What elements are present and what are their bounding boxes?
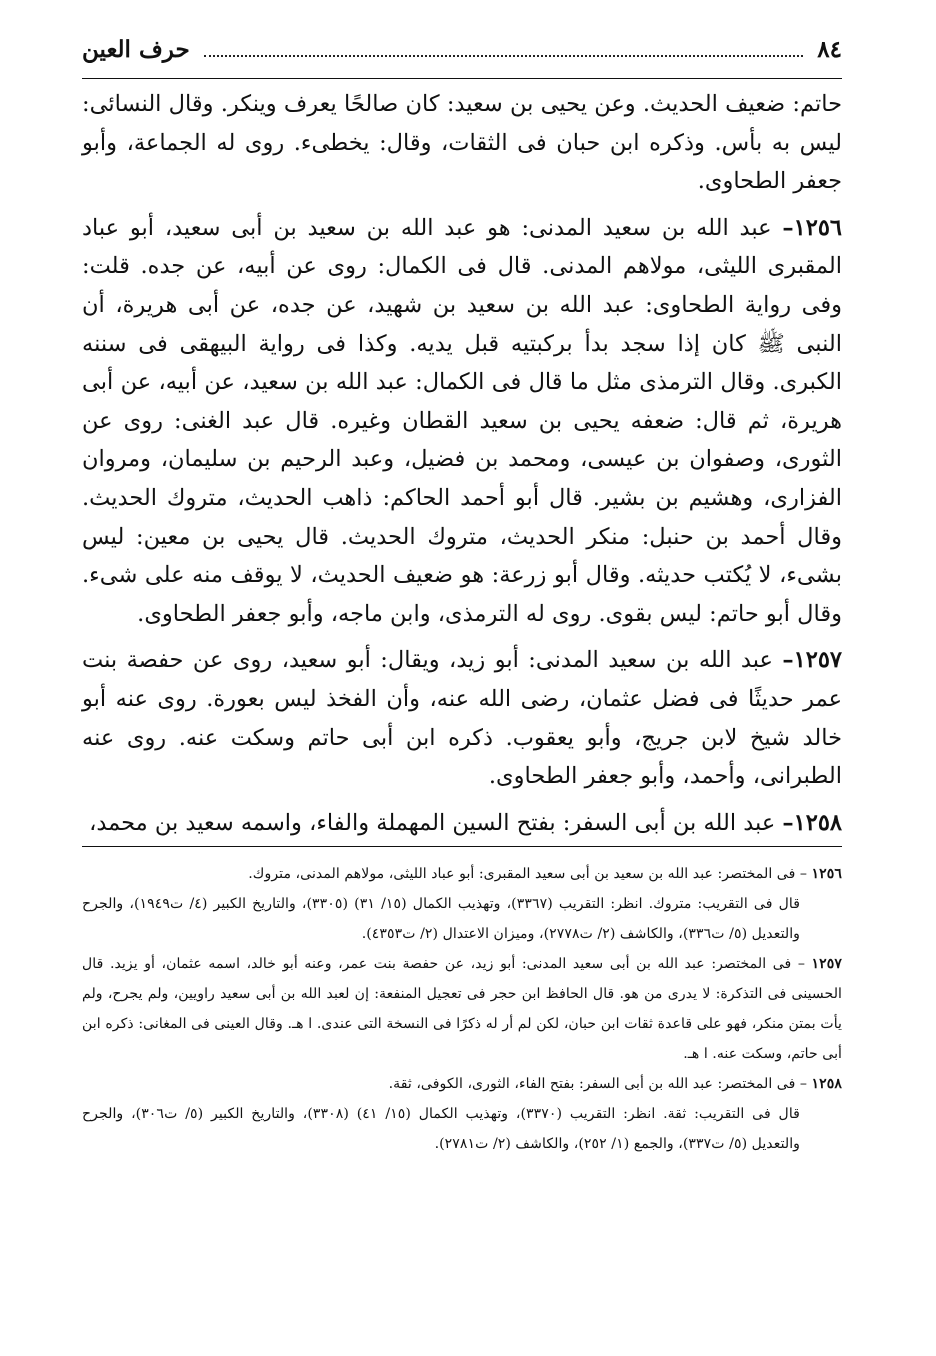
footnote-line	[82, 1069, 842, 1099]
main-text	[82, 85, 842, 847]
footnote-line	[82, 859, 842, 889]
entry-number: ١٢٥٧–	[782, 647, 842, 674]
running-header	[82, 36, 842, 79]
page-number: ٨٤	[817, 36, 842, 63]
entry-1257	[82, 641, 842, 795]
footnote-1256	[82, 859, 842, 949]
footnote-text: قال فى التقريب: متروك. انظر: التقريب (٣٣٦٧)، وتهذيب الكمال (١٥/ ٣١) (٣٣٠٥)، والتاريخ الكبير (٤/ ت١٩٤٩)، والجرح والتعديل (٥/ ت٣٣٦)، والكاشف (٢/ ت٢٧٧٨)، وميزان الاعتدال (٢/ ت٤٣٥٣).	[82, 896, 801, 943]
entry-text: عبد الله بن سعيد المدنى: أبو زيد، ويقال: أبو سعيد، روى عن حفصة بنت عمر حديثًا فى فضل عثمان، رضى الله عنه، وأن الفخذ ليس بعورة. روى عنه أبو خالد شيخ لابن جريج، وأبو يعقوب. ذكره ابن أبى حاتم وسكت عنه. روى عنه الطبرانى، وأحمد، وأبو جعفر الطحاوى.	[82, 647, 842, 790]
header-dot-leader	[204, 45, 804, 57]
entry-1258	[82, 804, 842, 848]
footnote-number: ١٢٥٧	[811, 956, 842, 973]
entry-number: ١٢٥٦–	[782, 214, 842, 241]
footnote-line	[82, 949, 842, 1069]
paragraph-text: حاتم: ضعيف الحديث. وعن يحيى بن سعيد: كان صالحًا يعرف وينكر. وقال النسائى: ليس به بأس. وذكره ابن حبان فى الثقات، وقال: يخطىء. روى له الجماعة، وأبو جعفر الطحاوى.	[82, 91, 842, 195]
footnote-1258	[82, 1069, 842, 1159]
entry-number: ١٢٥٨–	[782, 809, 842, 836]
entry-1256	[82, 209, 842, 634]
paragraph-continuation	[82, 85, 842, 201]
entry-text: عبد الله بن سعيد المدنى: هو عبد الله بن سعيد بن أبى سعيد، أبو عباد المقبرى الليثى، مولاهم المدنى. قال فى الكمال: روى عن أبيه، عن جده. قلت: وفى رواية الطحاوى: عبد الله بن سعيد بن شهيد، عن جده، عن أبى هريرة، أن النبى ﷺ كان إذا سجد بدأ بركبتيه قبل يديه. وكذا فى رواية البيهقى فى سننه الكبرى. وقال الترمذى مثل ما قال فى الكمال: عبد الله بن سعيد، عن أبيه، عن أبى هريرة، ثم قال: ضعفه يحيى بن سعيد القطان وغيره. قال عبد الغنى: روى عن الثورى، وصفوان بن عيسى، ومحمد بن فضيل، وعبد الرحيم بن سليمان، ومروان الفزارى، وهشيم بن بشير. قال أبو أحمد الحاكم: ذاهب الحديث، متروك الحديث. وقال أحمد بن حنبل: منكر الحديث، متروك الحديث. قال يحيى بن معين: ليس بشىء، لا يُكتب حديثه. وقال أبو زرعة: هو ضعيف الحديث، لا يوقف منه على شىء. وقال أبو حاتم: ليس بقوى. روى له الترمذى، وابن ماجه، وأبو جعفر الطحاوى.	[82, 214, 842, 627]
footnote-text: – فى المختصر: عبد الله بن أبى سعيد المدنى: أبو زيد، عن حفصة بنت عمر، وعنه أبو خالد، اسمه عثمان، أو يزيد. قال الحسينى فى التذكرة: لا يدرى من هو. قال الحافظ ابن حجر فى تعجيل المنفعة: إن لعبد الله بن أبى سعيد راويين، ولم يجرح، ولم يأت بمتن منكر، فهو على قاعدة ثقات ابن حبان، لكن لم أر له ذكرًا فى النسخة التى عندى. ا هـ. وقال العينى فى المغانى: ذكره ابن أبى حاتم، وسكت عنه. ا هـ.	[82, 956, 842, 1063]
footnote-text: – فى المختصر: عبد الله بن أبى السفر: بفتح الفاء، الثورى، الكوفى، ثقة.	[388, 1076, 812, 1093]
footnote-text: – فى المختصر: عبد الله بن سعيد بن أبى سعيد المقبرى: أبو عباد الليثى، مولاهم المدنى، متروك.	[248, 866, 812, 883]
page	[82, 36, 842, 1159]
footnotes	[82, 859, 842, 1159]
footnote-number: ١٢٥٨	[811, 1076, 842, 1093]
chapter-title: حرف العين	[82, 36, 190, 63]
footnote-text: قال فى التقريب: ثقة. انظر: التقريب (٣٣٧٠)، وتهذيب الكمال (١٥/ ٤١) (٣٣٠٨)، والتاريخ الكبير (٥/ ت٣٠٦)، والجرح والتعديل (٥/ ت٣٣٧)، والجمع (١/ ٢٥٢)، والكاشف (٢/ ت٢٧٨١).	[82, 1106, 800, 1153]
footnote-1257	[82, 949, 842, 1069]
entry-text: عبد الله بن أبى السفر: بفتح السين المهملة والفاء، واسمه سعيد بن محمد،	[89, 809, 783, 836]
footnote-number: ١٢٥٦	[811, 866, 842, 883]
